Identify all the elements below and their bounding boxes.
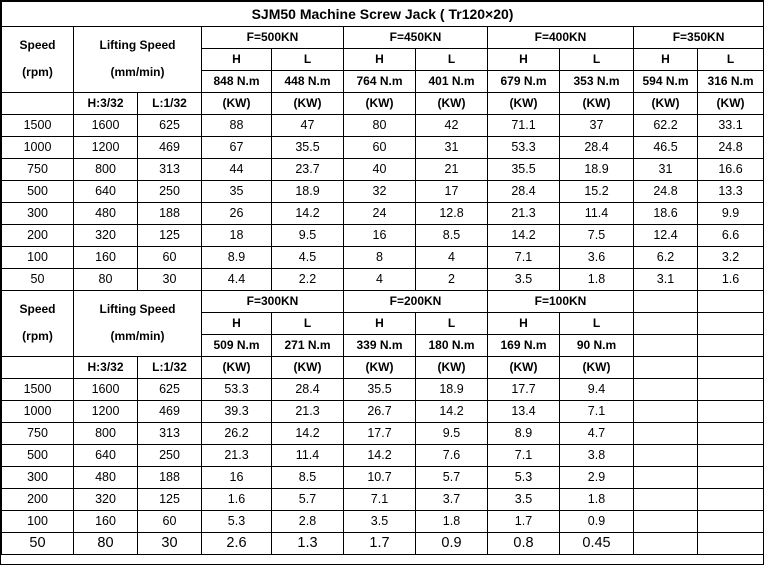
power-kw-value: 6.2 — [634, 247, 698, 269]
lifting-speed-value: 800 — [74, 423, 138, 445]
power-kw-value: 39.3 — [202, 401, 272, 423]
empty-cell — [634, 489, 698, 511]
lifting-speed-value: 313 — [138, 159, 202, 181]
power-kw-value: 0.45 — [560, 533, 634, 555]
power-kw-value: 0.9 — [560, 511, 634, 533]
lifting-speed-value: 800 — [74, 159, 138, 181]
speed-rpm-value: 1500 — [2, 379, 74, 401]
power-kw-value: 14.2 — [416, 401, 488, 423]
power-kw-value: 9.9 — [698, 203, 764, 225]
lifting-speed-value: 640 — [74, 181, 138, 203]
power-kw-value: 88 — [202, 115, 272, 137]
torque-value: 848 N.m — [202, 71, 272, 93]
power-kw-value: 3.5 — [344, 511, 416, 533]
power-kw-value: 2.8 — [272, 511, 344, 533]
empty-cell — [698, 379, 764, 401]
speed-rpm-value: 50 — [2, 269, 74, 291]
power-kw-value: 2.6 — [202, 533, 272, 555]
lifting-speed-value: 320 — [74, 489, 138, 511]
kw-unit: (KW) — [560, 357, 634, 379]
force-header: F=200KN — [344, 291, 488, 313]
empty-cell — [634, 313, 698, 335]
h-header: H — [488, 49, 560, 71]
power-kw-value: 40 — [344, 159, 416, 181]
empty-cell — [698, 467, 764, 489]
power-kw-value: 24.8 — [698, 137, 764, 159]
power-kw-value: 14.2 — [272, 203, 344, 225]
block1-data-row — [2, 115, 764, 137]
kw-unit: (KW) — [202, 93, 272, 115]
power-kw-value: 4 — [416, 247, 488, 269]
power-kw-value: 11.4 — [272, 445, 344, 467]
spec-table-body — [2, 2, 764, 555]
empty-cell — [698, 357, 764, 379]
lifting-speed-value: 160 — [74, 247, 138, 269]
power-kw-value: 47 — [272, 115, 344, 137]
empty-cell — [634, 533, 698, 555]
speed-rpm-value: 1000 — [2, 137, 74, 159]
power-kw-value: 16 — [202, 467, 272, 489]
block1-data-row — [2, 247, 764, 269]
power-kw-value: 53.3 — [488, 137, 560, 159]
torque-value: 316 N.m — [698, 71, 764, 93]
speed-rpm-value: 300 — [2, 203, 74, 225]
power-kw-value: 3.5 — [488, 489, 560, 511]
power-kw-value: 60 — [344, 137, 416, 159]
h-header: H — [202, 313, 272, 335]
torque-value: 594 N.m — [634, 71, 698, 93]
lifting-speed-value: 625 — [138, 379, 202, 401]
empty-cell — [2, 93, 74, 115]
l-header: L — [272, 313, 344, 335]
power-kw-value: 9.5 — [272, 225, 344, 247]
power-kw-value: 13.3 — [698, 181, 764, 203]
empty-cell — [698, 423, 764, 445]
power-kw-value: 7.1 — [560, 401, 634, 423]
empty-cell — [2, 357, 74, 379]
power-kw-value: 1.8 — [416, 511, 488, 533]
speed-rpm-value: 500 — [2, 181, 74, 203]
power-kw-value: 3.7 — [416, 489, 488, 511]
block2-data-row — [2, 423, 764, 445]
lifting-speed-value: 125 — [138, 225, 202, 247]
power-kw-value: 18.6 — [634, 203, 698, 225]
power-kw-value: 2 — [416, 269, 488, 291]
l-header: L — [560, 49, 634, 71]
lifting-speed-value: 469 — [138, 401, 202, 423]
power-kw-value: 24.8 — [634, 181, 698, 203]
empty-cell — [634, 379, 698, 401]
power-kw-value: 15.2 — [560, 181, 634, 203]
speed-rpm-value: 200 — [2, 489, 74, 511]
force-header: F=100KN — [488, 291, 634, 313]
power-kw-value: 7.1 — [344, 489, 416, 511]
power-kw-value: 23.7 — [272, 159, 344, 181]
power-kw-value: 5.7 — [272, 489, 344, 511]
lifting-speed-value: 320 — [74, 225, 138, 247]
power-kw-value: 10.7 — [344, 467, 416, 489]
power-kw-value: 5.7 — [416, 467, 488, 489]
power-kw-value: 8 — [344, 247, 416, 269]
power-kw-value: 1.3 — [272, 533, 344, 555]
power-kw-value: 1.8 — [560, 269, 634, 291]
torque-value: 679 N.m — [488, 71, 560, 93]
lifting-speed-value: 160 — [74, 511, 138, 533]
lifting-speed-value: 30 — [138, 533, 202, 555]
lifting-speed-value: 80 — [74, 533, 138, 555]
power-kw-value: 9.5 — [416, 423, 488, 445]
l-header: L — [560, 313, 634, 335]
power-kw-value: 32 — [344, 181, 416, 203]
empty-cell — [634, 423, 698, 445]
block2-data-row — [2, 489, 764, 511]
l-ratio-header: L:1/32 — [138, 357, 202, 379]
l-header: L — [416, 49, 488, 71]
power-kw-value: 44 — [202, 159, 272, 181]
l-ratio-header: L:1/32 — [138, 93, 202, 115]
h-header: H — [344, 49, 416, 71]
empty-cell — [634, 357, 698, 379]
empty-cell — [634, 467, 698, 489]
power-kw-value: 62.2 — [634, 115, 698, 137]
force-header: F=350KN — [634, 27, 764, 49]
power-kw-value: 16.6 — [698, 159, 764, 181]
power-kw-value: 37 — [560, 115, 634, 137]
power-kw-value: 14.2 — [488, 225, 560, 247]
power-kw-value: 46.5 — [634, 137, 698, 159]
lifting-speed-value: 250 — [138, 181, 202, 203]
block2-data-row — [2, 445, 764, 467]
empty-cell — [698, 445, 764, 467]
power-kw-value: 31 — [416, 137, 488, 159]
power-kw-value: 28.4 — [272, 379, 344, 401]
torque-value: 339 N.m — [344, 335, 416, 357]
power-kw-value: 21 — [416, 159, 488, 181]
force-header: F=450KN — [344, 27, 488, 49]
torque-value: 448 N.m — [272, 71, 344, 93]
torque-value: 764 N.m — [344, 71, 416, 93]
power-kw-value: 21.3 — [202, 445, 272, 467]
power-kw-value: 18.9 — [272, 181, 344, 203]
power-kw-value: 8.9 — [202, 247, 272, 269]
torque-value: 271 N.m — [272, 335, 344, 357]
lifting-speed-value: 625 — [138, 115, 202, 137]
empty-cell — [698, 313, 764, 335]
torque-value: 180 N.m — [416, 335, 488, 357]
power-kw-value: 2.2 — [272, 269, 344, 291]
power-kw-value: 8.5 — [416, 225, 488, 247]
lifting-speed-value: 60 — [138, 247, 202, 269]
torque-value: 90 N.m — [560, 335, 634, 357]
power-kw-value: 0.8 — [488, 533, 560, 555]
block1-data-row — [2, 137, 764, 159]
power-kw-value: 3.8 — [560, 445, 634, 467]
empty-cell — [698, 489, 764, 511]
power-kw-value: 80 — [344, 115, 416, 137]
kw-unit: (KW) — [344, 357, 416, 379]
torque-value: 169 N.m — [488, 335, 560, 357]
power-kw-value: 12.4 — [634, 225, 698, 247]
empty-cell — [634, 291, 698, 313]
power-kw-value: 28.4 — [560, 137, 634, 159]
empty-cell — [634, 511, 698, 533]
power-kw-value: 2.9 — [560, 467, 634, 489]
power-kw-value: 35.5 — [272, 137, 344, 159]
block1-data-row — [2, 269, 764, 291]
power-kw-value: 71.1 — [488, 115, 560, 137]
speed-header: Speed (rpm) — [2, 27, 74, 93]
lifting-speed-value: 80 — [74, 269, 138, 291]
table-title: SJM50 Machine Screw Jack ( Tr120×20) — [2, 2, 764, 27]
power-kw-value: 4.4 — [202, 269, 272, 291]
speed-rpm-value: 1500 — [2, 115, 74, 137]
power-kw-value: 3.6 — [560, 247, 634, 269]
l-header: L — [698, 49, 764, 71]
power-kw-value: 5.3 — [488, 467, 560, 489]
block2-data-row — [2, 467, 764, 489]
power-kw-value: 18.9 — [560, 159, 634, 181]
power-kw-value: 1.7 — [488, 511, 560, 533]
l-header: L — [416, 313, 488, 335]
block1-data-row — [2, 181, 764, 203]
force-header: F=500KN — [202, 27, 344, 49]
lifting-speed-value: 480 — [74, 467, 138, 489]
power-kw-value: 28.4 — [488, 181, 560, 203]
h-header: H — [202, 49, 272, 71]
power-kw-value: 12.8 — [416, 203, 488, 225]
power-kw-value: 8.5 — [272, 467, 344, 489]
power-kw-value: 0.9 — [416, 533, 488, 555]
lifting-speed-value: 1200 — [74, 401, 138, 423]
lifting-speed-value: 1200 — [74, 137, 138, 159]
lifting-speed-value: 188 — [138, 467, 202, 489]
power-kw-value: 4.7 — [560, 423, 634, 445]
lifting-speed-header: Lifting Speed (mm/min) — [74, 291, 202, 357]
title-row — [2, 2, 764, 27]
power-kw-value: 18 — [202, 225, 272, 247]
lifting-speed-value: 1600 — [74, 379, 138, 401]
block2-data-row — [2, 379, 764, 401]
empty-cell — [634, 401, 698, 423]
power-kw-value: 11.4 — [560, 203, 634, 225]
force-header: F=300KN — [202, 291, 344, 313]
power-kw-value: 17.7 — [344, 423, 416, 445]
lifting-speed-value: 313 — [138, 423, 202, 445]
power-kw-value: 6.6 — [698, 225, 764, 247]
h-header: H — [344, 313, 416, 335]
empty-cell — [634, 445, 698, 467]
empty-cell — [698, 401, 764, 423]
speed-rpm-value: 1000 — [2, 401, 74, 423]
kw-unit: (KW) — [698, 93, 764, 115]
power-kw-value: 17 — [416, 181, 488, 203]
power-kw-value: 17.7 — [488, 379, 560, 401]
power-kw-value: 7.6 — [416, 445, 488, 467]
power-kw-value: 1.7 — [344, 533, 416, 555]
power-kw-value: 26.7 — [344, 401, 416, 423]
lifting-speed-header: Lifting Speed (mm/min) — [74, 27, 202, 93]
speed-rpm-value: 100 — [2, 511, 74, 533]
power-kw-value: 1.6 — [698, 269, 764, 291]
power-kw-value: 14.2 — [344, 445, 416, 467]
block2-data-row — [2, 511, 764, 533]
speed-rpm-value: 200 — [2, 225, 74, 247]
block2-data-row — [2, 401, 764, 423]
empty-cell — [634, 335, 698, 357]
power-kw-value: 4 — [344, 269, 416, 291]
speed-rpm-value: 300 — [2, 467, 74, 489]
kw-unit: (KW) — [272, 93, 344, 115]
lifting-speed-value: 469 — [138, 137, 202, 159]
lifting-speed-value: 30 — [138, 269, 202, 291]
power-kw-value: 42 — [416, 115, 488, 137]
empty-cell — [698, 335, 764, 357]
power-kw-value: 35 — [202, 181, 272, 203]
power-kw-value: 4.5 — [272, 247, 344, 269]
block2-unit-row — [2, 357, 764, 379]
block1-data-row — [2, 159, 764, 181]
kw-unit: (KW) — [488, 93, 560, 115]
kw-unit: (KW) — [202, 357, 272, 379]
kw-unit: (KW) — [272, 357, 344, 379]
block1-force-header-row — [2, 27, 764, 49]
power-kw-value: 35.5 — [488, 159, 560, 181]
power-kw-value: 31 — [634, 159, 698, 181]
power-kw-value: 5.3 — [202, 511, 272, 533]
lifting-speed-value: 60 — [138, 511, 202, 533]
kw-unit: (KW) — [560, 93, 634, 115]
power-kw-value: 26 — [202, 203, 272, 225]
power-kw-value: 9.4 — [560, 379, 634, 401]
speed-rpm-value: 50 — [2, 533, 74, 555]
power-kw-value: 53.3 — [202, 379, 272, 401]
power-kw-value: 16 — [344, 225, 416, 247]
torque-value: 401 N.m — [416, 71, 488, 93]
power-kw-value: 21.3 — [488, 203, 560, 225]
empty-cell — [698, 291, 764, 313]
spec-table — [1, 1, 764, 555]
power-kw-value: 3.1 — [634, 269, 698, 291]
h-ratio-header: H:3/32 — [74, 93, 138, 115]
kw-unit: (KW) — [344, 93, 416, 115]
speed-rpm-value: 750 — [2, 423, 74, 445]
torque-value: 353 N.m — [560, 71, 634, 93]
kw-unit: (KW) — [634, 93, 698, 115]
block1-data-row — [2, 203, 764, 225]
block1-unit-row — [2, 93, 764, 115]
lifting-speed-value: 1600 — [74, 115, 138, 137]
h-header: H — [488, 313, 560, 335]
power-kw-value: 7.5 — [560, 225, 634, 247]
speed-header: Speed (rpm) — [2, 291, 74, 357]
power-kw-value: 7.1 — [488, 445, 560, 467]
power-kw-value: 1.8 — [560, 489, 634, 511]
power-kw-value: 18.9 — [416, 379, 488, 401]
speed-rpm-value: 750 — [2, 159, 74, 181]
power-kw-value: 3.2 — [698, 247, 764, 269]
power-kw-value: 35.5 — [344, 379, 416, 401]
power-kw-value: 8.9 — [488, 423, 560, 445]
kw-unit: (KW) — [416, 93, 488, 115]
power-kw-value: 24 — [344, 203, 416, 225]
lifting-speed-value: 480 — [74, 203, 138, 225]
lifting-speed-value: 640 — [74, 445, 138, 467]
lifting-speed-value: 250 — [138, 445, 202, 467]
speed-rpm-value: 100 — [2, 247, 74, 269]
h-ratio-header: H:3/32 — [74, 357, 138, 379]
lifting-speed-value: 188 — [138, 203, 202, 225]
kw-unit: (KW) — [488, 357, 560, 379]
kw-unit: (KW) — [416, 357, 488, 379]
power-kw-value: 21.3 — [272, 401, 344, 423]
empty-cell — [698, 533, 764, 555]
l-header: L — [272, 49, 344, 71]
power-kw-value: 7.1 — [488, 247, 560, 269]
empty-cell — [698, 511, 764, 533]
power-kw-value: 67 — [202, 137, 272, 159]
power-kw-value: 13.4 — [488, 401, 560, 423]
power-kw-value: 33.1 — [698, 115, 764, 137]
power-kw-value: 1.6 — [202, 489, 272, 511]
h-header: H — [634, 49, 698, 71]
lifting-speed-value: 125 — [138, 489, 202, 511]
power-kw-value: 3.5 — [488, 269, 560, 291]
block1-data-row — [2, 225, 764, 247]
power-kw-value: 14.2 — [272, 423, 344, 445]
torque-value: 509 N.m — [202, 335, 272, 357]
block2-force-header-row — [2, 291, 764, 313]
force-header: F=400KN — [488, 27, 634, 49]
block2-data-row — [2, 533, 764, 555]
speed-rpm-value: 500 — [2, 445, 74, 467]
power-kw-value: 26.2 — [202, 423, 272, 445]
